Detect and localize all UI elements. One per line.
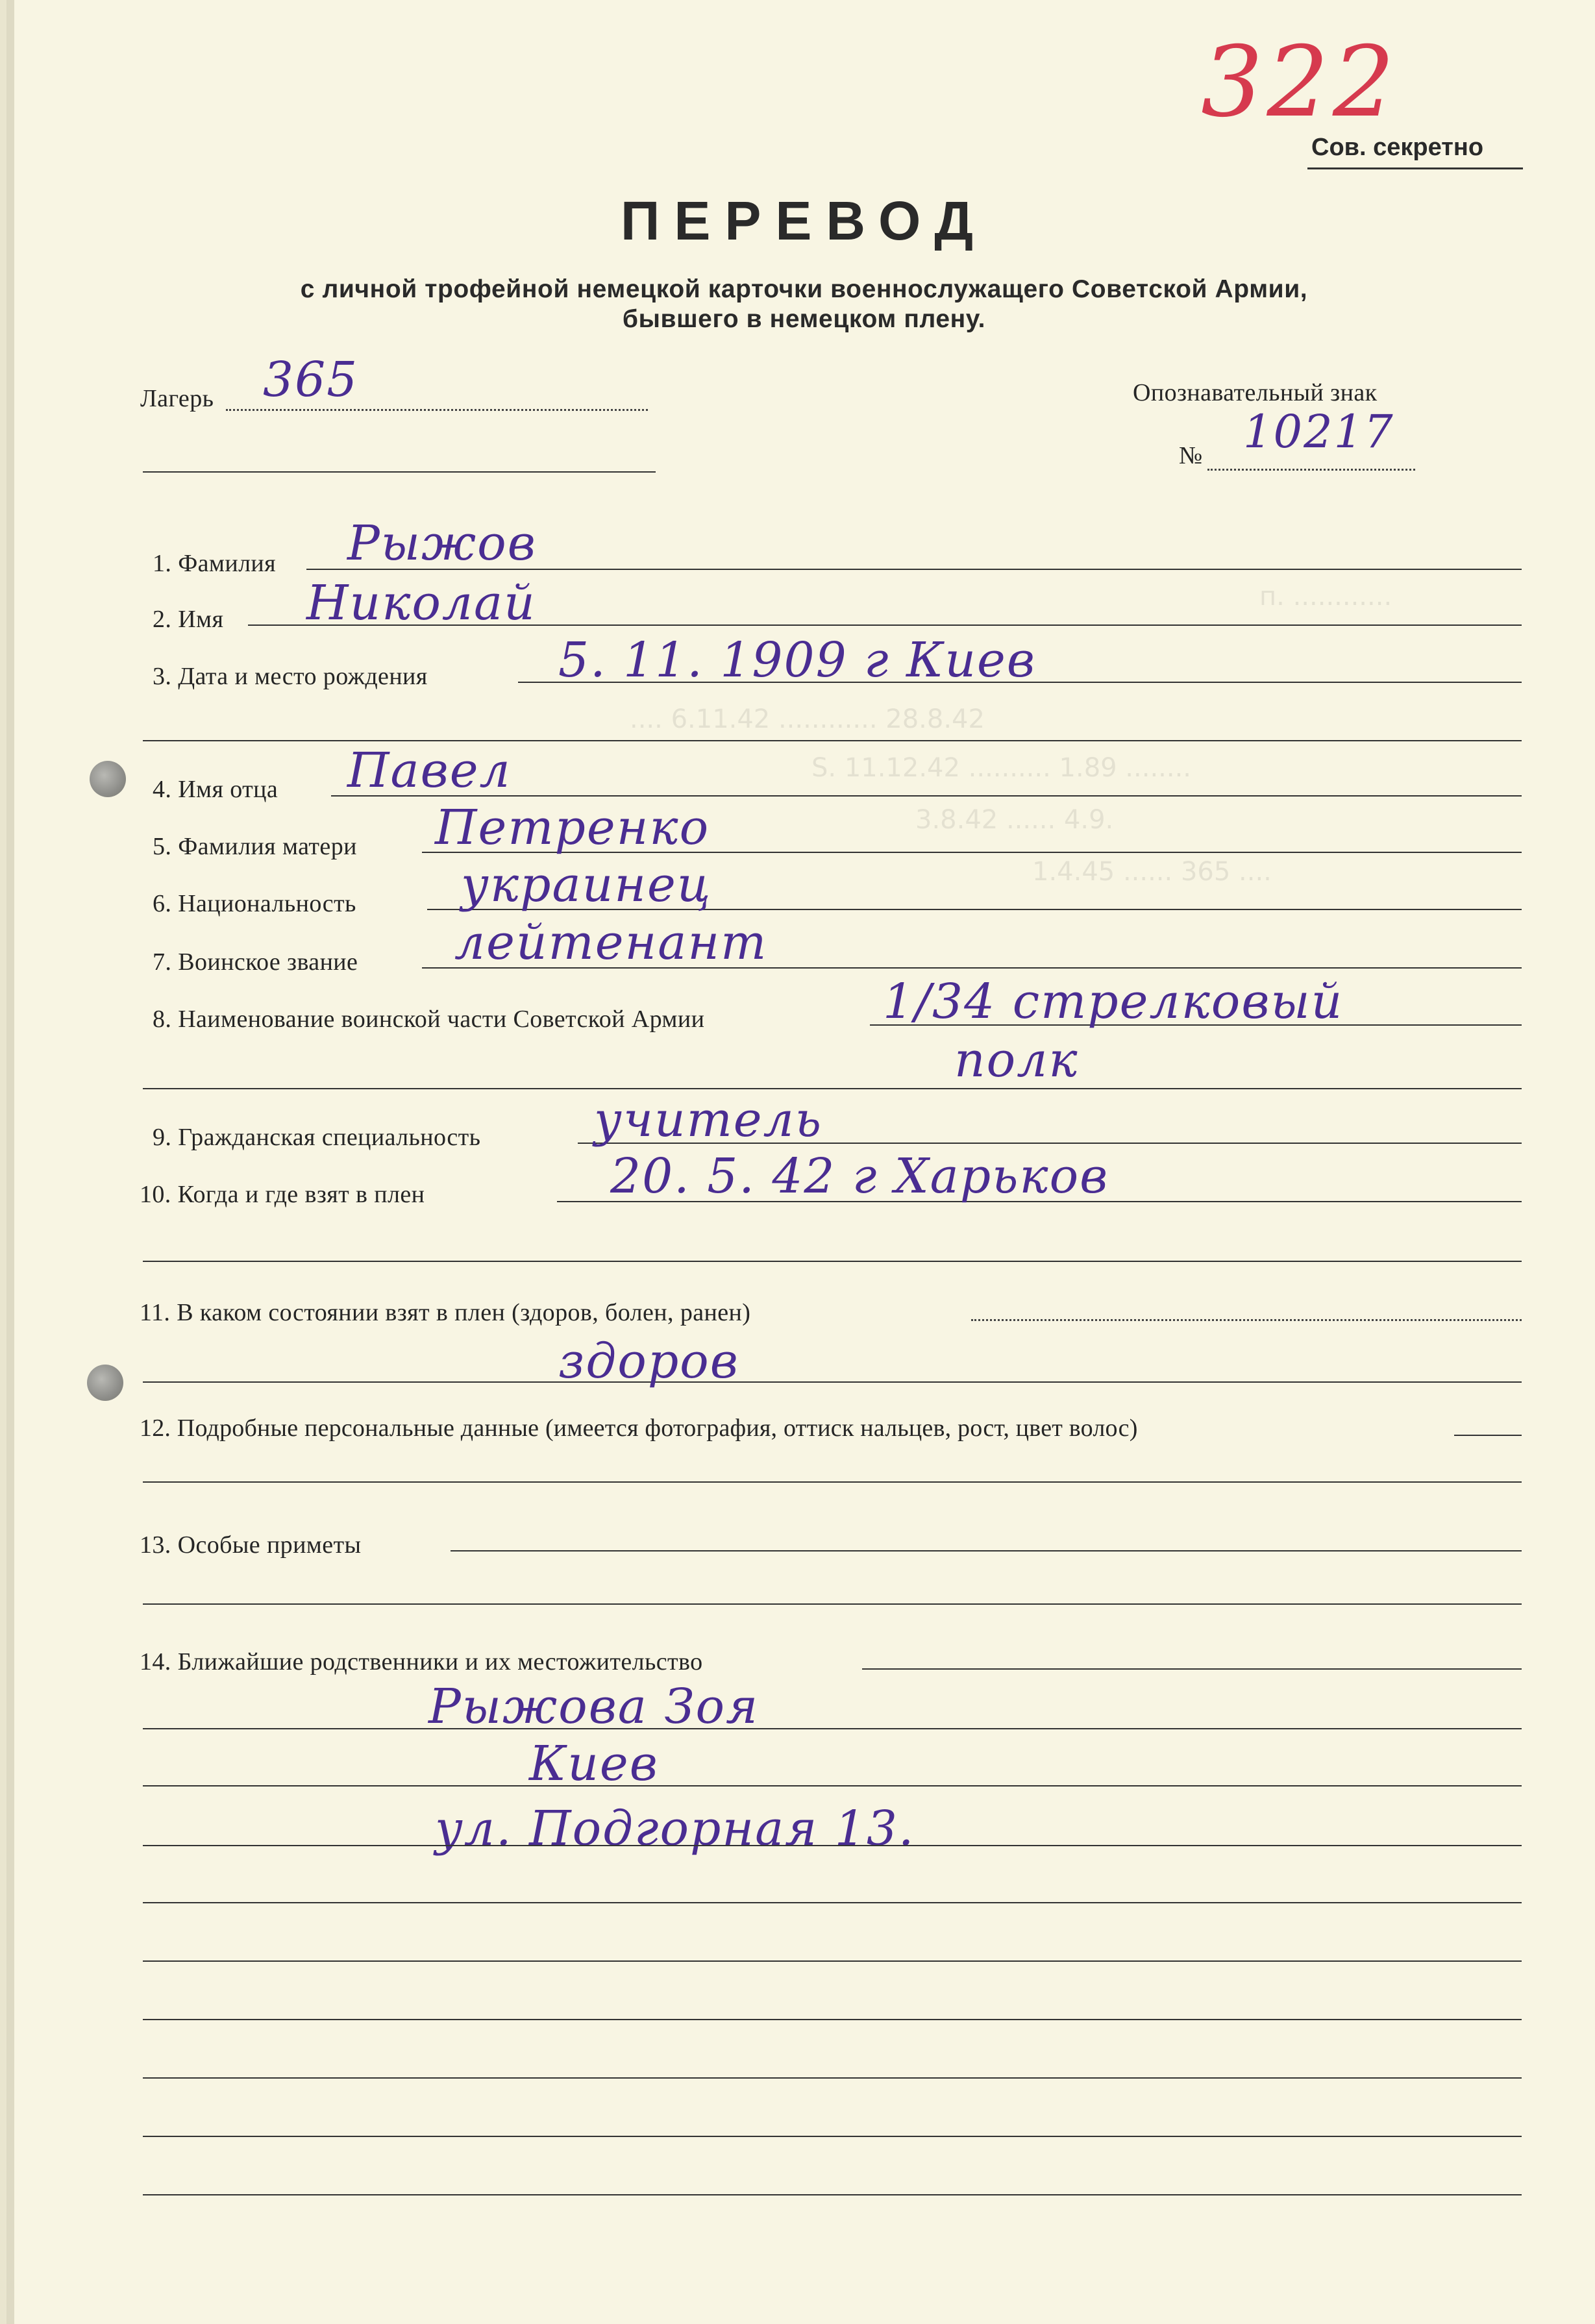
field-captured-value: 20. 5. 42 г Харьков bbox=[610, 1148, 1109, 1204]
field-mother-surname-label: 5. Фамилия матери bbox=[153, 833, 357, 860]
field-civil-specialty-value: учитель bbox=[594, 1092, 822, 1148]
field-condition-label: 11. В каком состоянии взят в плен (здоров, болен, ранен) bbox=[140, 1299, 751, 1326]
bleed-through-text: .... 6.11.42 ............ 28.8.42 bbox=[630, 704, 985, 734]
field-condition-dotted-line bbox=[971, 1319, 1522, 1321]
id-tag-value: 10217 bbox=[1243, 405, 1394, 458]
camp-second-line bbox=[143, 471, 656, 473]
field-personal-data-line-2 bbox=[143, 1481, 1522, 1483]
field-birth-label: 3. Дата и место рождения bbox=[153, 663, 428, 690]
field-condition-value: здоров bbox=[558, 1333, 739, 1389]
field-birth-line-2 bbox=[143, 740, 1522, 741]
field-relatives-value-line-2: Киев bbox=[529, 1736, 659, 1792]
field-special-marks-label: 13. Особые приметы bbox=[140, 1531, 362, 1559]
field-father-name-value: Павел bbox=[347, 743, 512, 798]
id-tag-number-sign: № bbox=[1179, 442, 1203, 469]
field-personal-data-label: 12. Подробные персональные данные (имеется фотография, оттиск нальцев, рост, цвет волос) bbox=[140, 1415, 1138, 1442]
field-first-name-label: 2. Имя bbox=[153, 606, 224, 633]
field-relatives-value-line-3: ул. Подгорная 13. bbox=[435, 1801, 915, 1857]
field-unit-label: 8. Наименование воинской части Советской Армии bbox=[153, 1006, 705, 1033]
stamp-number: 322 bbox=[1201, 26, 1399, 139]
field-rank-label: 7. Воинское звание bbox=[153, 948, 358, 976]
field-captured-line-2 bbox=[143, 1261, 1522, 1262]
bleed-through-text: 1.4.45 ...... 365 .... bbox=[1032, 857, 1272, 887]
field-unit-value-line-1: 1/34 стрелковый bbox=[883, 974, 1344, 1030]
field-captured-label: 10. Когда и где взят в плен bbox=[140, 1181, 425, 1208]
field-surname-value: Рыжов bbox=[347, 515, 537, 571]
field-relatives-line bbox=[862, 1668, 1522, 1670]
field-father-name-label: 4. Имя отца bbox=[153, 776, 278, 803]
relatives-line-2 bbox=[143, 1728, 1522, 1729]
classification-underline bbox=[1307, 167, 1523, 169]
page-edge bbox=[6, 0, 14, 2324]
camp-label: Лагерь bbox=[140, 385, 214, 412]
relatives-line-9 bbox=[143, 2136, 1522, 2137]
relatives-line-7 bbox=[143, 2019, 1522, 2020]
field-rank-value: лейтенант bbox=[454, 915, 768, 970]
relatives-line-10 bbox=[143, 2194, 1522, 2195]
bleed-through-text: 3.8.42 ...... 4.9. bbox=[915, 805, 1114, 835]
field-first-name-value: Николай bbox=[306, 575, 536, 631]
field-special-marks-line-2 bbox=[143, 1603, 1522, 1605]
field-relatives-label: 14. Ближайшие родственники и их местожительство bbox=[140, 1648, 703, 1675]
field-personal-data-line bbox=[1454, 1435, 1522, 1436]
bleed-through-text: S. 11.12.42 .......... 1.89 ........ bbox=[811, 753, 1192, 783]
id-tag-label: Опознавательный знак bbox=[1133, 379, 1378, 406]
camp-value: 365 bbox=[263, 352, 359, 408]
subtitle-line-1: с личной трофейной немецкой карточки военнослужащего Советской Армии, bbox=[300, 275, 1308, 303]
field-special-marks-line bbox=[451, 1550, 1522, 1551]
relatives-line-6 bbox=[143, 1960, 1522, 1962]
field-unit-line-2 bbox=[143, 1088, 1522, 1089]
field-nationality-value: украинец bbox=[461, 857, 712, 913]
relatives-line-5 bbox=[143, 1902, 1522, 1903]
id-tag-dotted-line bbox=[1207, 469, 1415, 471]
camp-dotted-line bbox=[226, 409, 648, 411]
field-civil-specialty-label: 9. Гражданская специальность bbox=[153, 1124, 481, 1151]
field-unit-value-line-2: полк bbox=[954, 1032, 1079, 1088]
field-relatives-value-line-1: Рыжова Зоя bbox=[428, 1679, 760, 1735]
field-mother-surname-value: Петренко bbox=[435, 800, 710, 856]
classification-mark: Сов. секретно bbox=[1311, 134, 1484, 161]
relatives-line-8 bbox=[143, 2077, 1522, 2079]
relatives-line-4 bbox=[143, 1845, 1522, 1846]
punch-hole bbox=[90, 761, 126, 797]
punch-hole bbox=[87, 1365, 123, 1401]
field-condition-line-2 bbox=[143, 1381, 1522, 1383]
field-nationality-label: 6. Национальность bbox=[153, 890, 356, 917]
subtitle-line-2: бывшего в немецком плену. bbox=[622, 305, 986, 333]
document-title: ПЕРЕВОД bbox=[620, 190, 988, 251]
field-birth-value: 5. 11. 1909 г Киев bbox=[558, 632, 1036, 688]
relatives-line-3 bbox=[143, 1785, 1522, 1786]
bleed-through-text: п. ............ bbox=[1259, 582, 1392, 612]
field-surname-label: 1. Фамилия bbox=[153, 550, 277, 577]
